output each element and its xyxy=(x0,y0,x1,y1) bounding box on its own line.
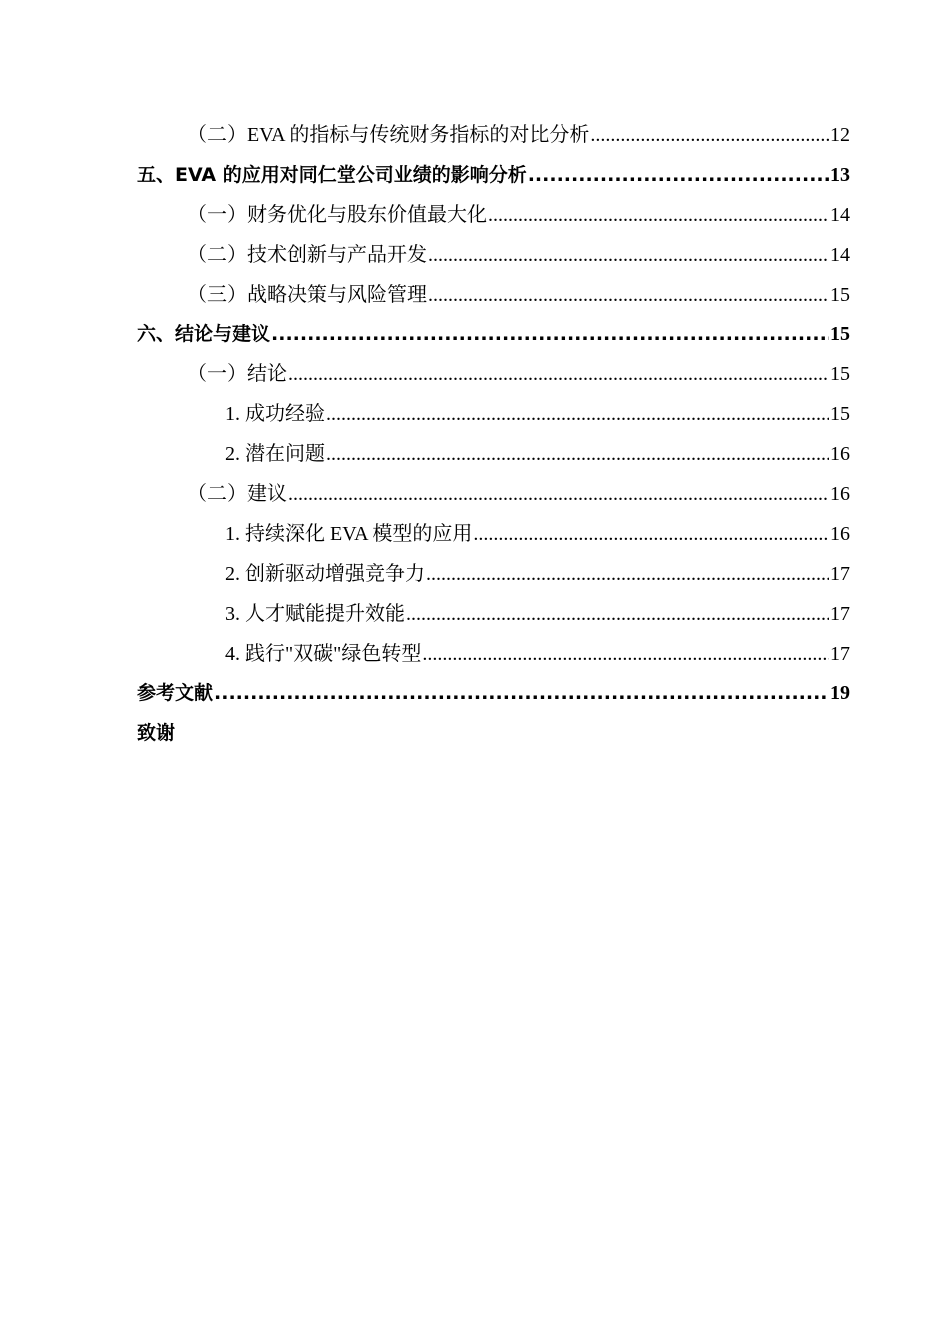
toc-entry-page: 16 xyxy=(830,443,850,466)
toc-leader-dots xyxy=(271,315,829,355)
toc-entry-title: （二）建议 xyxy=(187,483,287,506)
toc-entry-page: 15 xyxy=(830,323,850,346)
toc-entry-page: 19 xyxy=(830,682,850,705)
toc-entry[interactable] xyxy=(137,475,850,515)
toc-entry[interactable] xyxy=(137,236,850,276)
toc-entry[interactable] xyxy=(137,515,850,555)
toc-entry-page: 12 xyxy=(830,124,850,146)
toc-entry-page: 17 xyxy=(830,642,850,665)
toc-entry-page: 15 xyxy=(830,283,850,306)
toc-entry[interactable] xyxy=(137,156,850,196)
toc-entry[interactable] xyxy=(137,355,850,395)
toc-entry-title: （二）EVA 的指标与传统财务指标的对比分析 xyxy=(187,124,590,146)
toc-leader-dots xyxy=(473,515,829,555)
toc-leader-dots xyxy=(214,674,829,714)
toc-entry[interactable] xyxy=(137,276,850,316)
toc-entry[interactable] xyxy=(137,674,850,714)
toc-entry-page: 17 xyxy=(830,602,850,625)
toc-entry[interactable] xyxy=(137,116,850,156)
toc-leader-dots xyxy=(488,196,829,236)
toc-leader-dots xyxy=(422,635,829,675)
toc-entry-page: 15 xyxy=(830,363,850,386)
toc-entry-title: 3. 人才赋能提升效能 xyxy=(225,602,405,625)
toc-entry[interactable] xyxy=(137,555,850,595)
toc-entry-title: （二）技术创新与产品开发 xyxy=(187,243,427,266)
toc-entry-page: 17 xyxy=(830,562,850,585)
toc-entry[interactable] xyxy=(137,435,850,475)
toc-entry-title: 参考文献 xyxy=(137,682,214,705)
toc-entry-title: 1. 持续深化 EVA 模型的应用 xyxy=(225,522,473,545)
toc-leader-dots xyxy=(288,355,829,395)
toc-entry-page: 14 xyxy=(830,243,850,266)
toc-entry-title: 致谢 xyxy=(137,722,176,745)
toc-entry-title: （三）战略决策与风险管理 xyxy=(187,283,427,306)
toc-leader-dots xyxy=(326,435,829,475)
toc-entry[interactable] xyxy=(137,714,850,754)
toc-leader-dots xyxy=(428,276,829,316)
toc-entry-title: 1. 成功经验 xyxy=(225,403,325,426)
toc-leader-dots xyxy=(528,156,829,196)
toc-leader-dots xyxy=(426,555,829,595)
toc-leader-dots xyxy=(428,236,829,276)
toc-leader-dots xyxy=(326,395,829,435)
toc-entry-title: （一）结论 xyxy=(187,363,287,386)
toc-entry[interactable] xyxy=(137,595,850,635)
toc-leader-dots xyxy=(406,595,829,635)
toc-entry-title: （一）财务优化与股东价值最大化 xyxy=(187,203,487,226)
toc-entry-page: 16 xyxy=(830,522,850,545)
toc-entry-title: 五、EVA 的应用对同仁堂公司业绩的影响分析 xyxy=(137,163,527,186)
toc-entry-title: 六、结论与建议 xyxy=(137,323,271,346)
toc-entry-page: 15 xyxy=(830,403,850,426)
toc-entry[interactable] xyxy=(137,196,850,236)
toc-entry[interactable] xyxy=(137,315,850,355)
toc-entry[interactable] xyxy=(137,635,850,675)
toc-entry-page: 14 xyxy=(830,203,850,226)
toc-leader-dots xyxy=(288,475,829,515)
toc-entry-title: 2. 潜在问题 xyxy=(225,443,325,466)
table-of-contents xyxy=(137,116,850,754)
toc-entry-title: 4. 践行"双碳"绿色转型 xyxy=(225,642,422,665)
toc-entry-title: 2. 创新驱动增强竞争力 xyxy=(225,562,425,585)
toc-leader-dots xyxy=(590,116,829,156)
toc-entry[interactable] xyxy=(137,395,850,435)
toc-entry-page: 16 xyxy=(830,483,850,506)
toc-entry-page: 13 xyxy=(830,163,850,186)
